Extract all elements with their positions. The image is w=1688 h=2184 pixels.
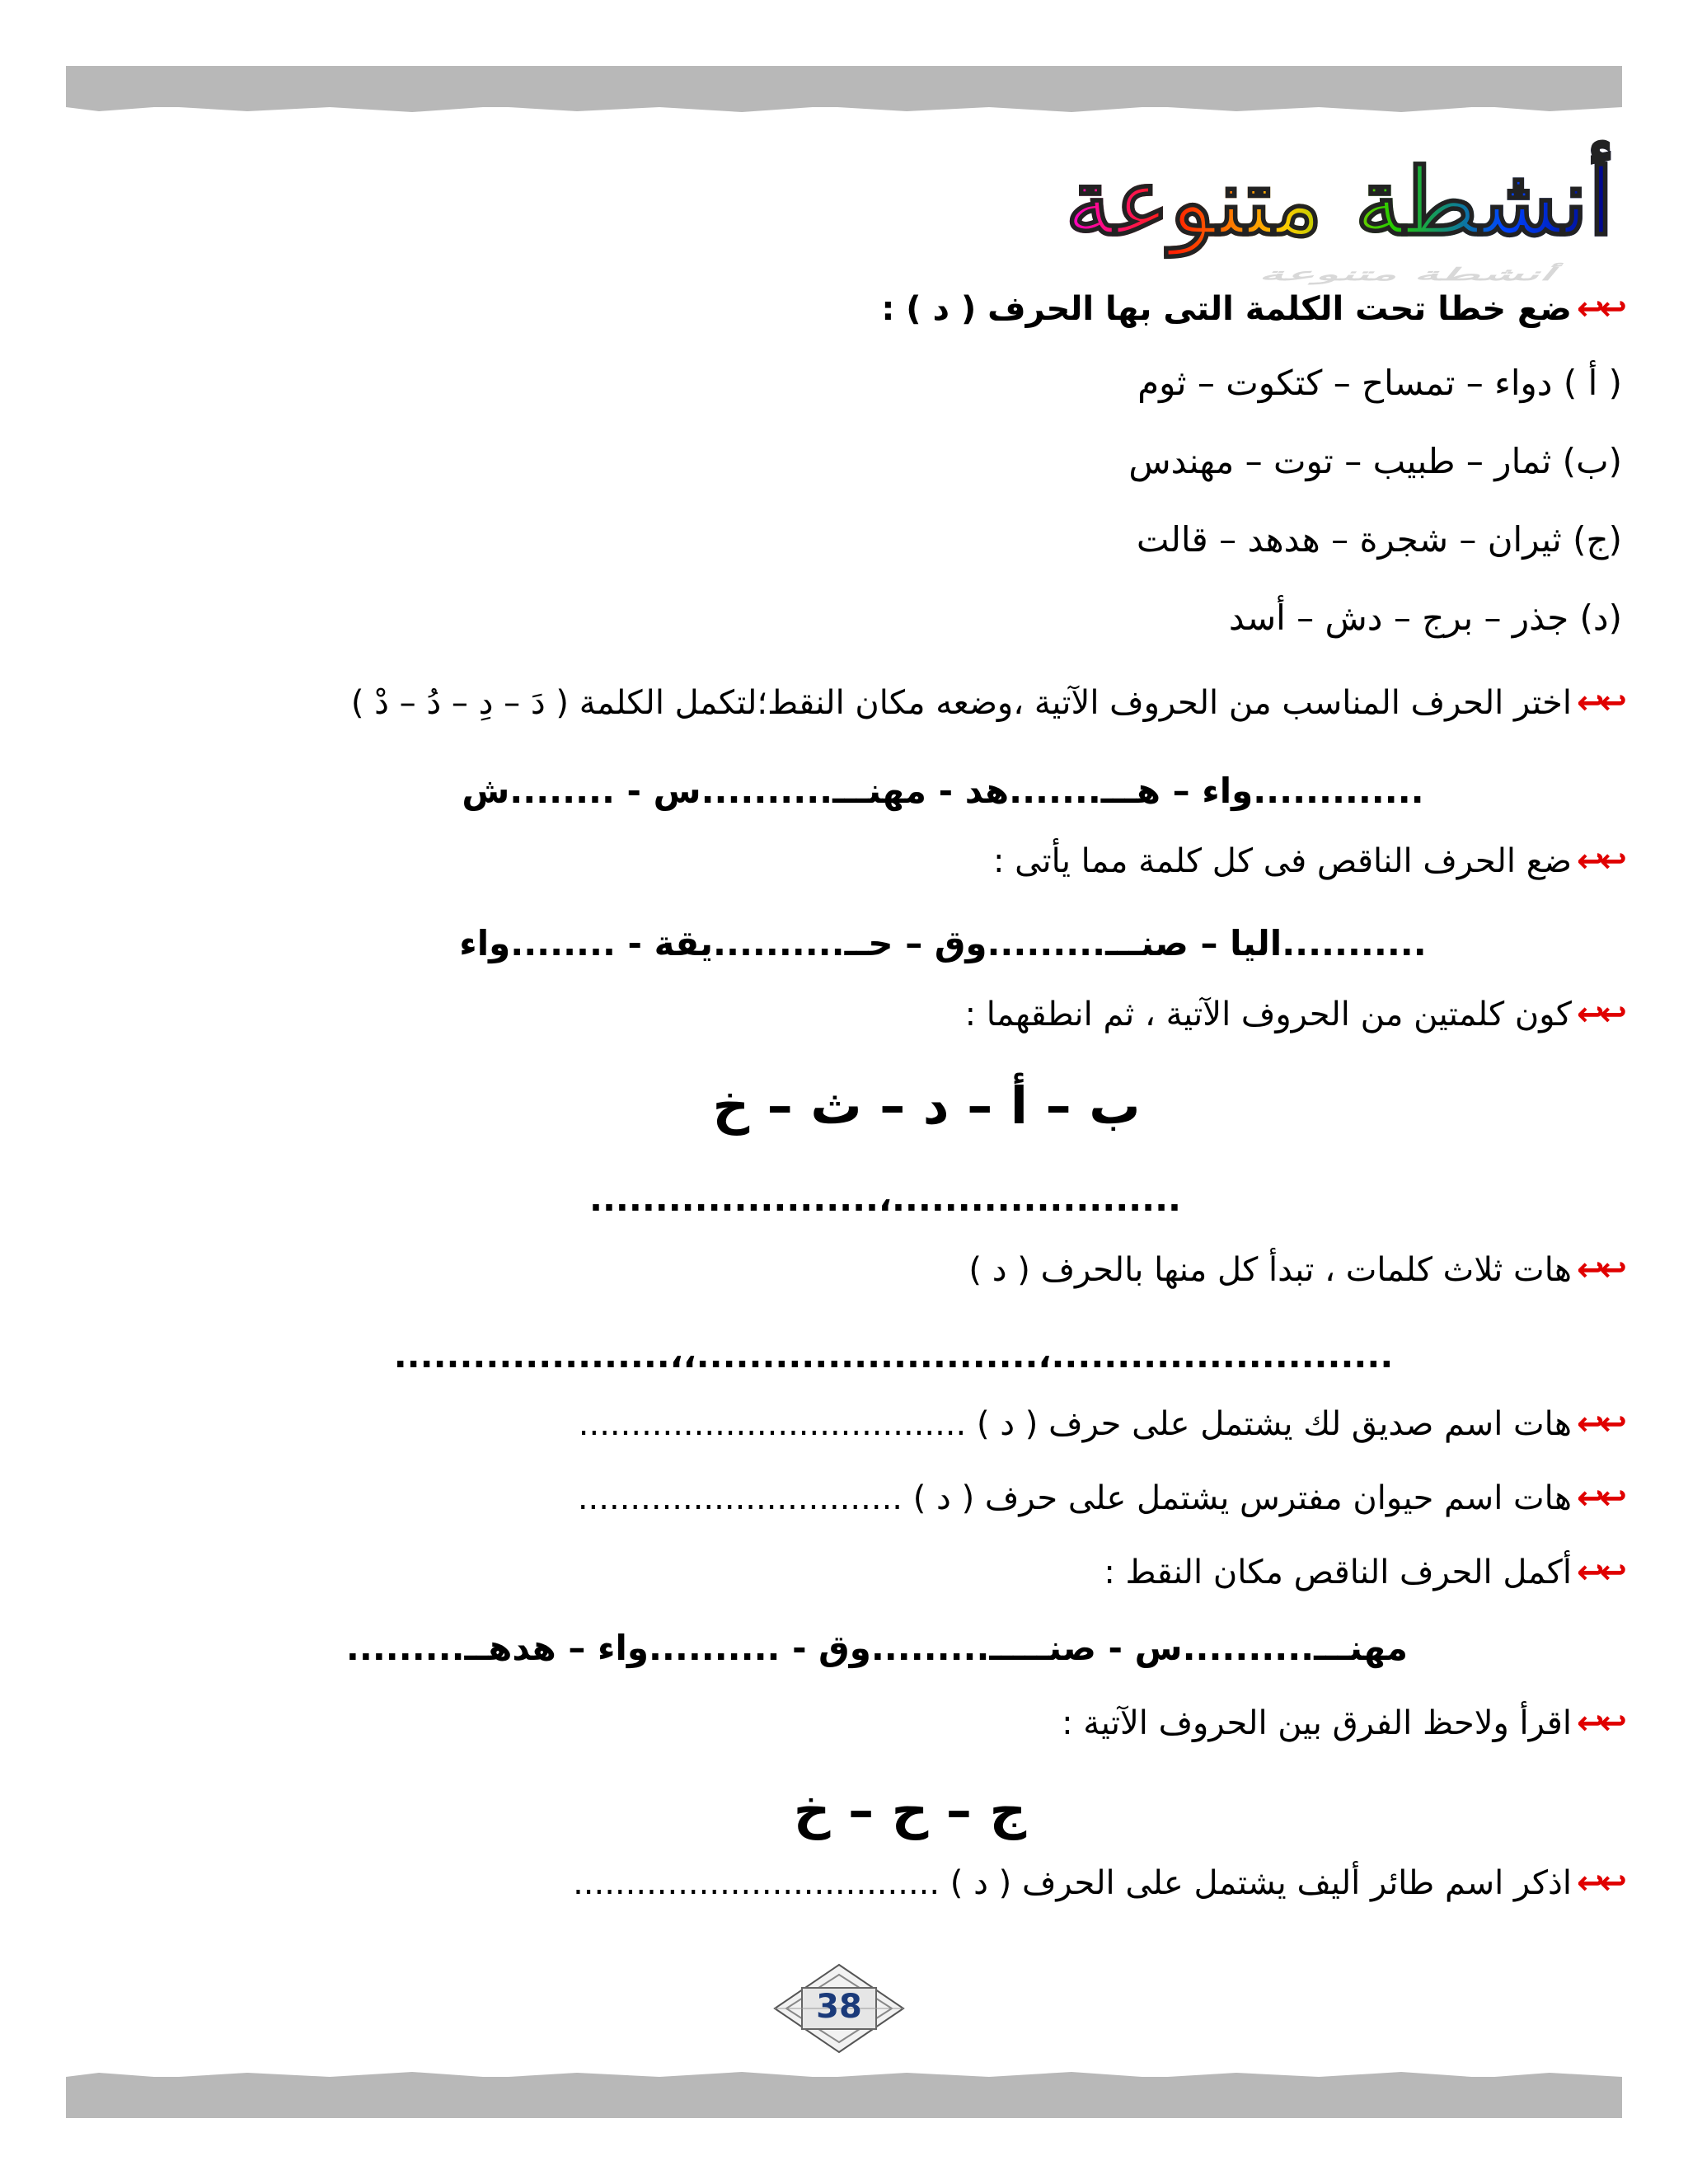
torn-edge xyxy=(66,2069,1622,2080)
red-arrow-icon: ↩↩ xyxy=(1576,1554,1622,1591)
exercise-8-words: مهنـــ..........س - صنـــــ.........وق - ..........واء – هدهــ......... xyxy=(345,1628,1409,1668)
exercise-6-instruction: ↩↩هات اسم صديق لك يشتمل على حرف ( د ) ..................................... xyxy=(578,1405,1622,1443)
exercise-8-instruction: ↩↩أكمل الحرف الناقص مكان النقط : xyxy=(1104,1554,1622,1591)
exercise-2-words: .............واء – هـــ.......هد - مهنـــ..........س - ........ش xyxy=(462,771,1424,811)
exercise-1-option-a: ( أ ) دواء – تمساح – كتكوت – ثوم xyxy=(1137,363,1622,403)
red-arrow-icon: ↩↩ xyxy=(1576,1251,1622,1289)
exercise-5-instruction: ↩↩هات ثلاث كلمات ، تبدأ كل منها بالحرف ( د ) xyxy=(968,1251,1622,1289)
red-arrow-icon: ↩↩ xyxy=(1576,1405,1622,1443)
exercise-1-option-c: (ج) ثيران – شجرة – هدهد – قالت xyxy=(1136,519,1622,560)
exercise-1-option-d: (د) جذر – برج – دش – أسد xyxy=(1228,598,1622,638)
exercise-7-instruction: ↩↩هات اسم حيوان مفترس يشتمل على حرف ( د ) ............................... xyxy=(577,1479,1622,1517)
red-arrow-icon: ↩↩ xyxy=(1576,842,1622,880)
exercise-10-instruction: ↩↩اذكر اسم طائر أليف يشتمل على الحرف ( د ) ................................... xyxy=(573,1864,1622,1902)
red-arrow-icon: ↩↩ xyxy=(1576,684,1622,722)
exercise-4-answer: ......................،...................... xyxy=(589,1179,1181,1219)
exercise-9-instruction: ↩↩اقرأ ولاحظ الفرق بين الحروف الآتية : xyxy=(1062,1704,1622,1742)
page-number-badge xyxy=(773,1963,905,2054)
exercise-5-answer: ..........................،..........................،،.....................‏ xyxy=(393,1335,1394,1376)
bottom-band xyxy=(66,2077,1622,2118)
red-arrow-icon: ↩↩ xyxy=(1576,1864,1622,1902)
exercise-1-instruction: ↩↩ضع خطا تحت الكلمة التى بها الحرف ( د ) : xyxy=(881,290,1622,328)
exercise-3-words: ...........اليا – صنـــ.........وق – حــ..........يقة - ........واء xyxy=(459,923,1427,963)
red-arrow-icon: ↩↩ xyxy=(1576,1704,1622,1742)
red-arrow-icon: ↩↩ xyxy=(1576,1479,1622,1517)
exercise-4-letters: ب – أ – د – ث – خ xyxy=(712,1076,1141,1136)
title-shadow: أنشطة متنوعة xyxy=(1254,264,1565,284)
exercise-3-instruction: ↩↩ضع الحرف الناقص فى كل كلمة مما يأتى : xyxy=(992,842,1622,880)
title-text: أنشطة متنوعة xyxy=(1065,148,1614,256)
exercise-2-instruction: ↩↩اختر الحرف المناسب من الحروف الآتية ،وضعه مكان النقط؛لتكمل الكلمة ( دَ – دِ – دُ – دْ ) xyxy=(350,684,1622,722)
red-arrow-icon: ↩↩ xyxy=(1576,996,1622,1033)
page-number: 38 xyxy=(816,1988,862,2026)
red-arrow-icon: ↩↩ xyxy=(1576,290,1622,328)
exercise-9-letters: ج – ح – خ xyxy=(793,1780,1027,1840)
exercise-1-option-b: (ب) ثمار – طبيب – توت – مهندس xyxy=(1128,441,1622,481)
exercise-4-instruction: ↩↩كون كلمتين من الحروف الآتية ، ثم انطقهما : xyxy=(964,996,1622,1033)
worksheet xyxy=(66,0,1622,2060)
